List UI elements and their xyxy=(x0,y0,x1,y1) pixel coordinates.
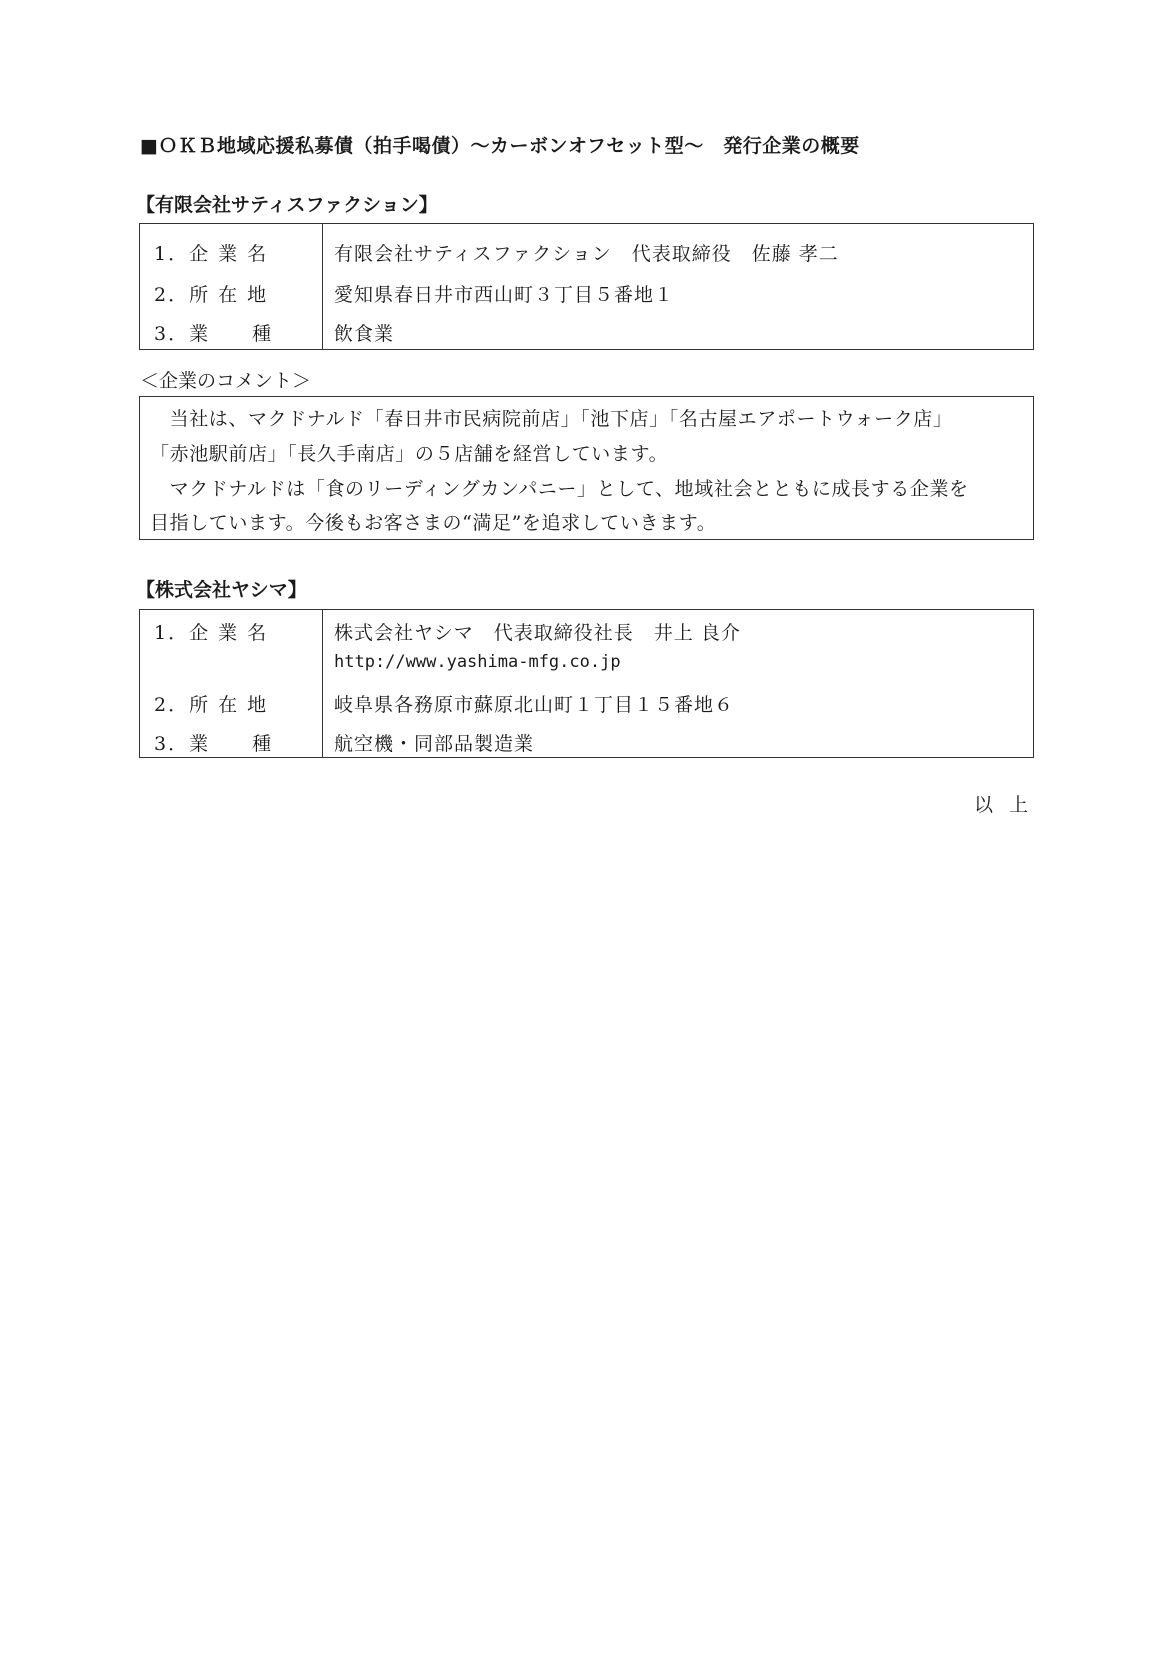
company2-info-box xyxy=(139,609,1034,758)
company2-label-name: 1．企 業 名 xyxy=(154,622,269,644)
company1-value-name: 有限会社サティスファクション 代表取締役 佐藤 孝二 xyxy=(334,243,839,265)
company1-label-industry: 3．業 種 xyxy=(154,323,274,345)
company1-comment-line: 「赤池駅前店」「長久手南店」の５店舗を経営しています。 xyxy=(150,443,669,465)
company1-value-address: 愛知県春日井市西山町３丁目５番地１ xyxy=(334,284,675,306)
company1-comment-line: 当社は、マクドナルド「春日井市民病院前店」「池下店」「名古屋エアポートウォーク店」 xyxy=(150,408,953,430)
company2-value-industry: 航空機・同部品製造業 xyxy=(334,733,535,755)
company2-label-address: 2．所 在 地 xyxy=(154,694,269,716)
company1-comment-heading: ＜企業のコメント＞ xyxy=(140,370,312,392)
company1-info-box xyxy=(139,223,1034,350)
company2-label-industry: 3．業 種 xyxy=(154,733,274,755)
company1-label-name: 1．企 業 名 xyxy=(154,243,269,265)
company2-heading: 【株式会社ヤシマ】 xyxy=(136,579,307,601)
company1-comment-box xyxy=(139,396,1034,540)
company1-comment-line: マクドナルドは「食のリーディングカンパニー」として、地域社会とともに成長する企業を xyxy=(150,478,969,500)
company2-column-divider xyxy=(322,610,323,757)
company1-value-industry: 飲食業 xyxy=(334,323,395,345)
company2-value-name: 株式会社ヤシマ 代表取締役社長 井上 良介 xyxy=(334,622,741,644)
document-title: ■ＯＫＢ地域応援私募債（拍手喝債）～カーボンオフセット型～ 発行企業の概要 xyxy=(140,135,860,157)
company1-comment-line: 目指しています。今後もお客さまの“満足”を追求していきます。 xyxy=(150,512,717,534)
company1-heading: 【有限会社サティスファクション】 xyxy=(136,194,438,216)
company1-column-divider xyxy=(322,224,323,349)
closing-mark: 以上 xyxy=(974,794,1045,816)
company2-value-url: http://www.yashima-mfg.co.jp xyxy=(334,652,621,672)
company1-label-address: 2．所 在 地 xyxy=(154,284,269,306)
company2-value-address: 岐阜県各務原市蘇原北山町１丁目１５番地６ xyxy=(334,694,735,716)
